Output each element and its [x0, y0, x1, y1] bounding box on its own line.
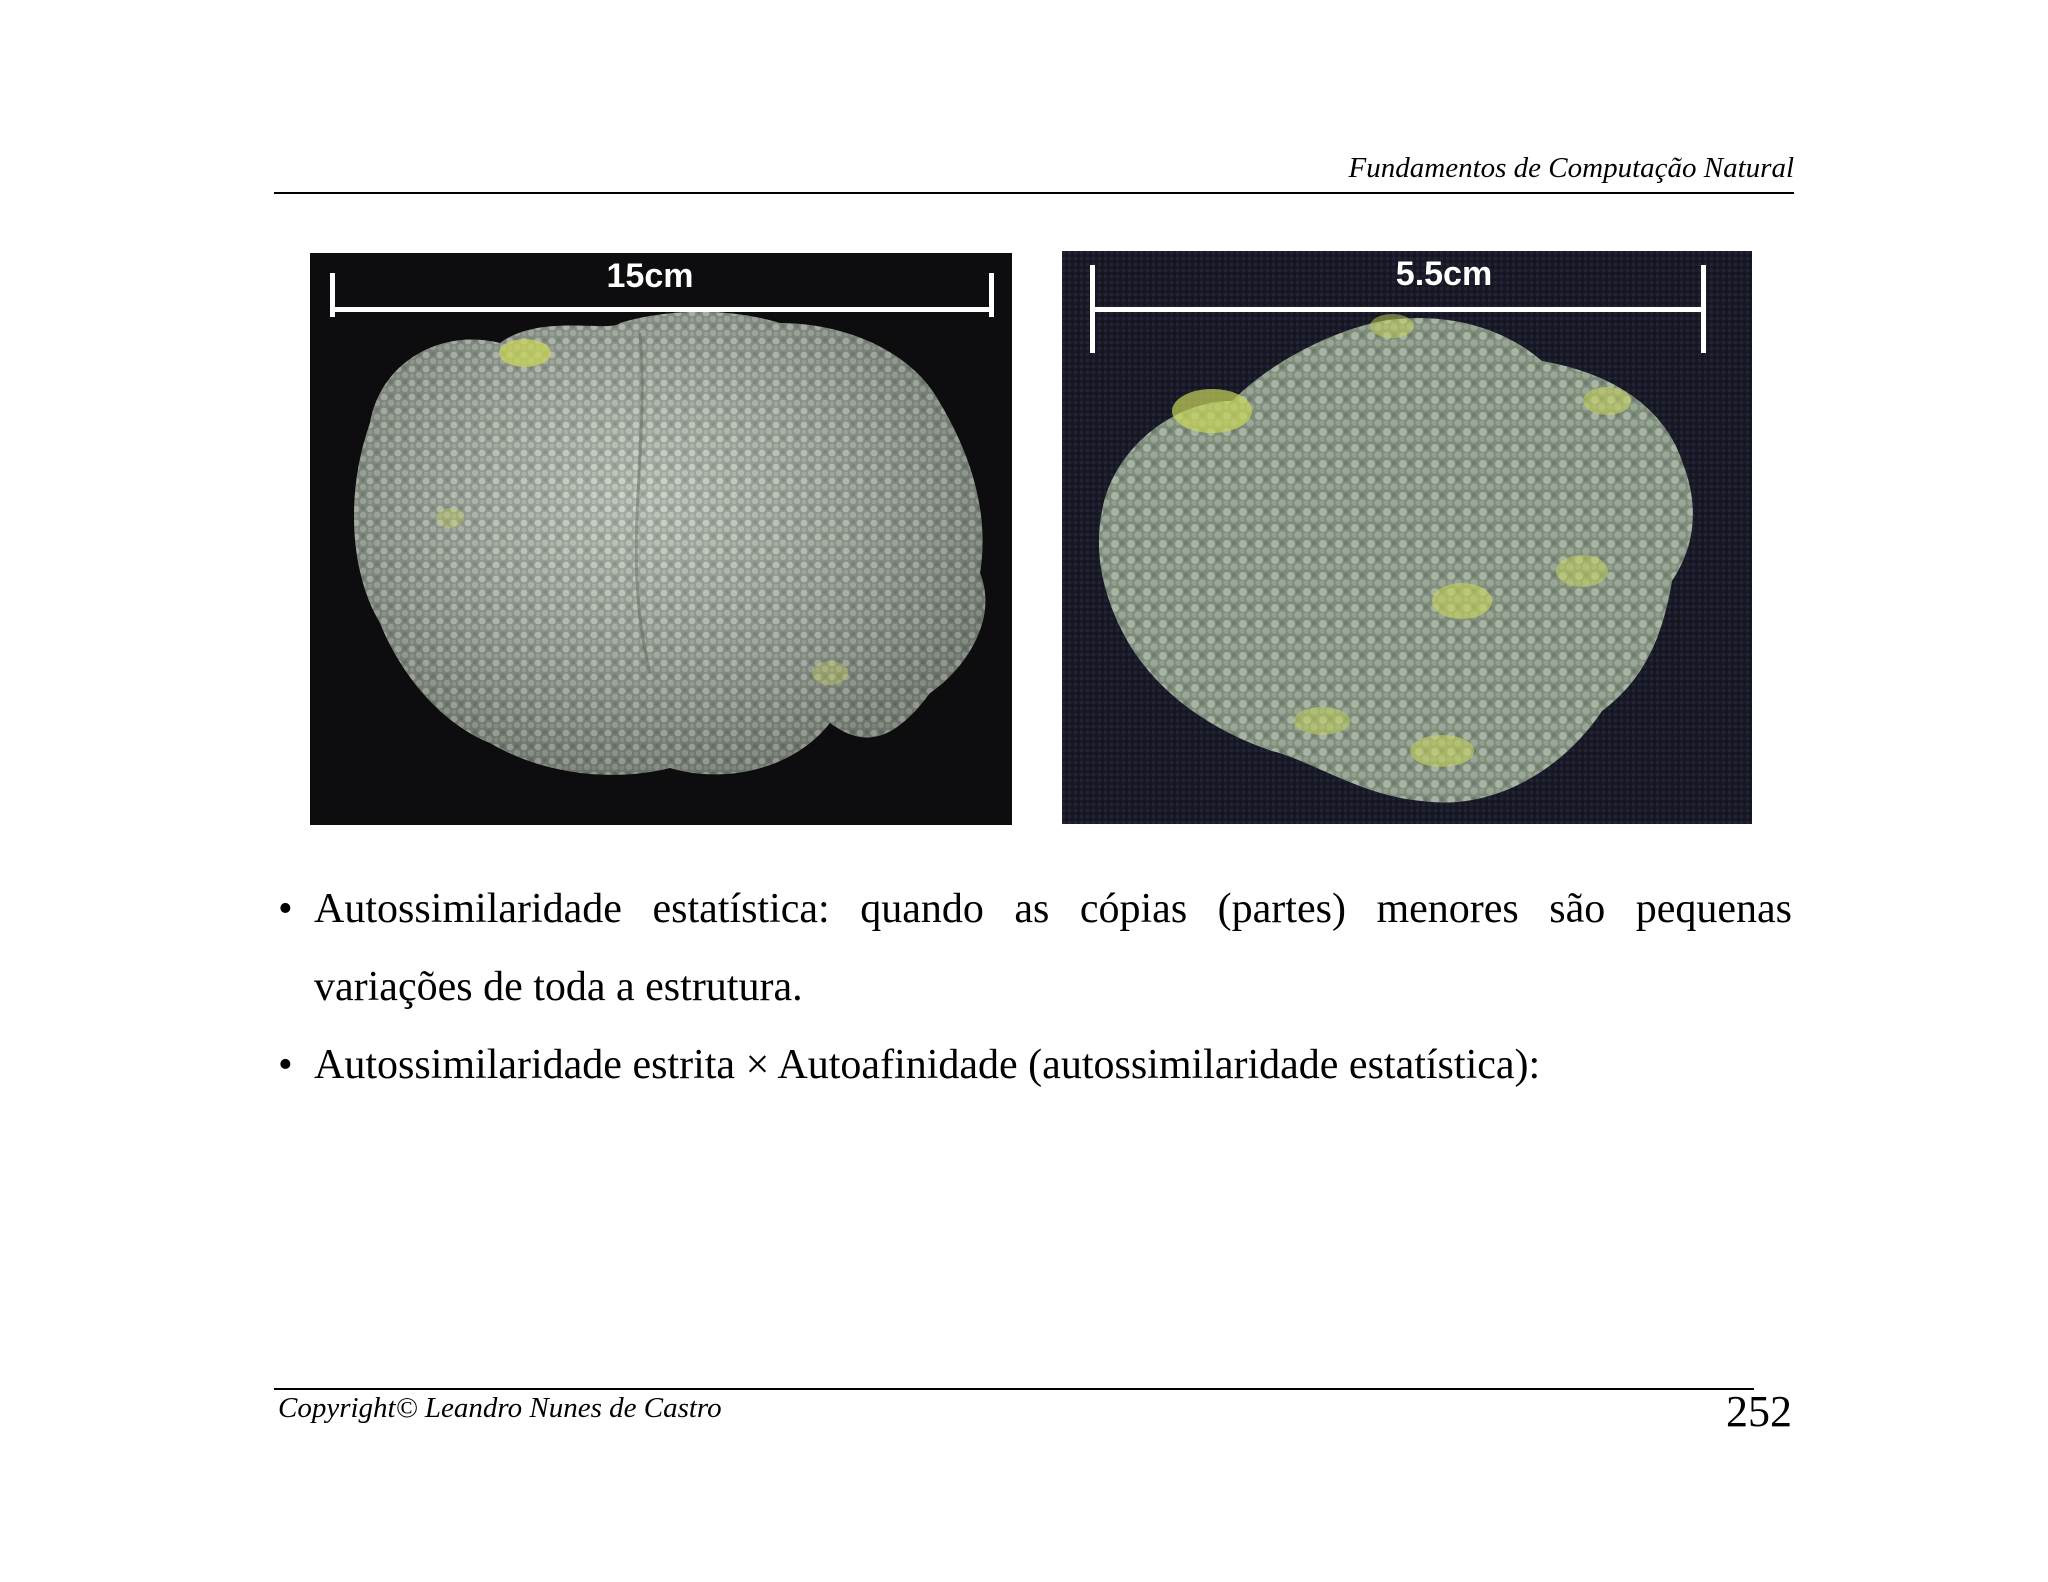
header-rule [274, 192, 1794, 194]
bullet-item [278, 1026, 1792, 1104]
running-header: Fundamentos de Computação Natural [1348, 152, 1794, 184]
footer-rule [274, 1388, 1754, 1390]
bullet-item [278, 870, 1792, 1026]
bullet-text: Autossimilaridade estrita × Autoafinidade (autossimilaridade estatística): [314, 1042, 1541, 1088]
copyright-notice: Copyright© Leandro Nunes de Castro [278, 1392, 722, 1424]
broccoli-photo-small [1062, 251, 1752, 824]
bullet-text: Autossimilaridade estatística: quando as cópias (partes) menores são pequenas variações de toda a estrutura. [314, 886, 1792, 1010]
bullet-mark: • [278, 1042, 293, 1088]
page-number: 252 [1726, 1387, 1792, 1436]
bullet-mark: • [278, 886, 293, 932]
bullet-list [278, 870, 1792, 1104]
broccoli-photo-large [310, 253, 1012, 825]
scale-label-15cm: 15cm [606, 257, 694, 295]
scale-label-5-5cm: 5.5cm [1395, 255, 1493, 293]
